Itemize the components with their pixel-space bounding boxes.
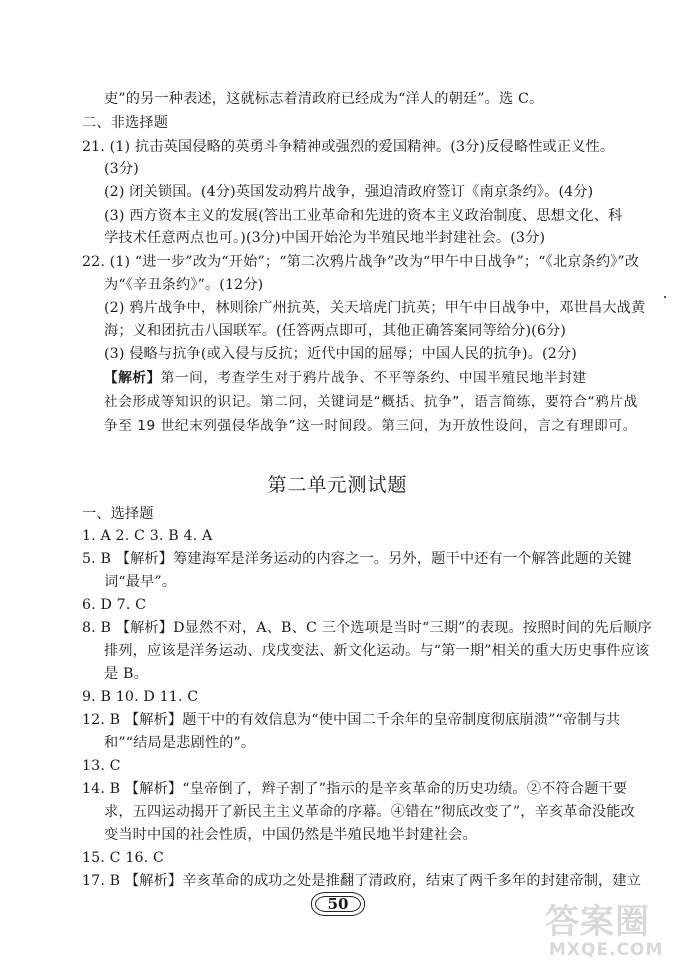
text-line: 21. (1) 抗击英国侵略的英勇斗争精神或强烈的爱国精神。(3分)反侵略性或正义性。 xyxy=(82,139,615,155)
text-line: 5. B 【解析】筹建海军是洋务运动的内容之一。另外，题干中还有一个解答此题的关键 xyxy=(82,551,632,567)
text-line: 求，五四运动揭开了新民主主义革命的序幕。④错在“彻底改变了”，辛亥革命没能改 xyxy=(104,804,635,820)
text-line: 学技术任意两点也可。)(3分)中国开始沦为半殖民地半封建社会。(3分) xyxy=(104,230,546,246)
watermark-top-text: 答案圈 xyxy=(545,902,650,942)
text-line: (3) 西方资本主义的发展(答出工业革命和先进的资本主义政治制度、思想文化、科 xyxy=(104,208,623,224)
text-line: 15. C 16. C xyxy=(82,850,165,866)
scan-speck xyxy=(664,296,666,298)
text-line: 变当时中国的社会性质，中国仍然是半殖民地半封建社会。 xyxy=(104,827,477,843)
text-line: 12. B 【解析】题干中的有效信息为“使中国二千余年的皇帝制度彻底崩溃”“帝制与共 xyxy=(82,712,621,728)
text-line: (3分) xyxy=(104,161,139,177)
text-line: 二、非选择题 xyxy=(82,115,169,131)
text-line: 为“《辛丑条约》”。(12分) xyxy=(104,277,264,293)
text-line: 海；义和团抗击八国联军。(任答两点即可，其他正确答案同等给分)(6分) xyxy=(104,323,567,339)
text-line: 13. C xyxy=(82,758,121,774)
analysis-line: 社会形成等知识的识记。第二问，关键词是“概括、抗争”，语言简练，要符合“鸦片战 xyxy=(104,394,638,410)
text-line: 和”“结局是悲剧性的”。 xyxy=(104,735,256,751)
text-line: 一、选择题 xyxy=(82,506,154,522)
text-line: 9. B 10. D 11. C xyxy=(82,689,199,705)
text-line: (2) 闭关锁国。(4分)英国发动鸦片战争，强迫清政府签订《南京条约》。(4分) xyxy=(104,184,594,200)
analysis-line: 争至 19 世纪末列强侵华战争”这一时间段。第三问，为开放性设问，言之有理即可。 xyxy=(104,418,637,434)
analysis-tag: 【解析】 xyxy=(104,370,161,386)
page-number: 50 xyxy=(311,892,365,916)
text-line: 1. A 2. C 3. B 4. A xyxy=(82,528,213,544)
text-line: (2) 鸦片战争中，林则徐广州抗英，关天培虎门抗英；甲午中日战争中，邓世昌大战黄 xyxy=(104,300,646,316)
text-line: 排列，应该是洋务运动、戊戌变法、新文化运动。与“第一期”相关的重大历史事件应该 xyxy=(104,643,650,659)
text-line: 8. B 【解析】D显然不对，A、B、C 三个选项是当时“三期”的表现。按照时间的先后顺序 xyxy=(82,620,652,636)
watermark-logo xyxy=(545,894,675,972)
text-line: (3) 侵略与抗争(或入侵与反抗；近代中国的屈辱；中国人民的抗争)。(2分) xyxy=(104,346,577,362)
text-line: 22. (1) “进一步”改为“开始”；“第二次鸦片战争”改为“甲午中日战争”；“《北京条约》”改 xyxy=(82,254,640,270)
text-line: 词“最早”。 xyxy=(104,574,177,590)
text-line: 17. B 【解析】辛亥革命的成功之处是推翻了清政府，结束了两千多年的封建帝制，建立 xyxy=(82,873,642,889)
text-line: 吏”的另一种表述，这就标志着清政府已经成为“洋人的朝廷”。选 C。 xyxy=(104,91,544,107)
text-line: 14. B 【解析】“皇帝倒了，辫子割了”指示的是辛亥革命的历史功绩。②不符合题干要 xyxy=(82,781,628,797)
analysis-text: 第一问，考查学生对于鸦片战争、不平等条约、中国半殖民地半封建 xyxy=(160,370,587,386)
watermark-bottom-text: MXQE.COM xyxy=(549,940,664,960)
analysis-line xyxy=(104,369,587,387)
text-line: 6. D 7. C xyxy=(82,597,147,613)
section-title: 第二单元测试题 xyxy=(267,474,408,496)
text-line: 是 B。 xyxy=(104,666,148,682)
